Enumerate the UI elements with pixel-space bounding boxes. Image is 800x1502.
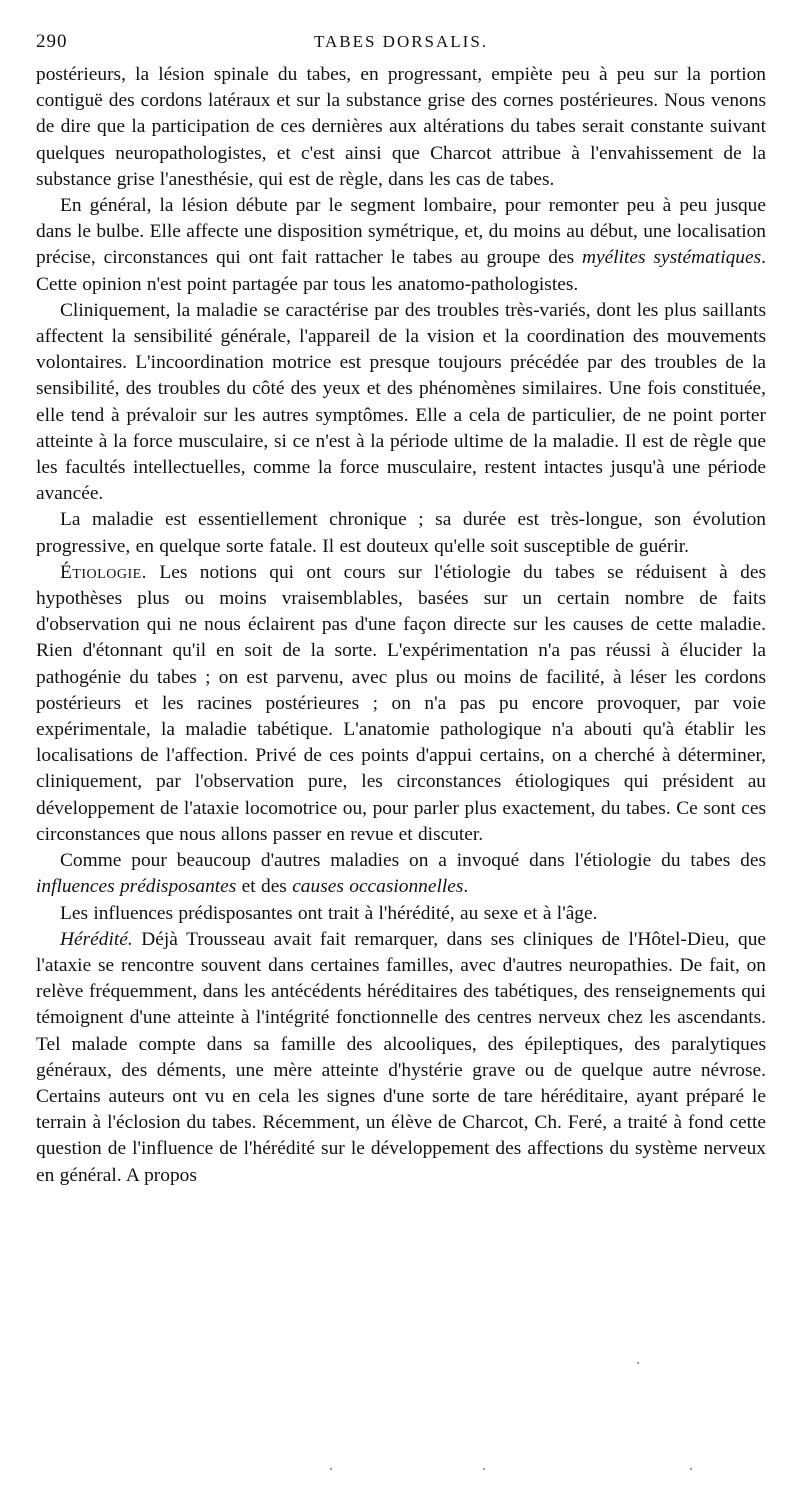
paragraph [36, 298, 766, 508]
scan-speck [690, 1468, 692, 1470]
text-run: postérieurs, la lésion spinale du tabes, en progressant, empiète peu à peu sur la portion contiguë des cordons latéraux et sur la substance grise des cornes postérieures. Nous venons de dire que la participation de ces dernières aux altérations du tabes serait constante suivant quelques neuropathologistes, et c'est ainsi que Charcot attribue à l'envahissement de la substance grise l'anesthésie, qui est de règle, dans les cas de tabes. [36, 64, 766, 190]
scan-speck [637, 1362, 639, 1364]
italic-phrase: Hérédité. [60, 928, 133, 950]
paragraph [36, 927, 766, 1189]
italic-phrase: influences prédisposantes [36, 876, 237, 898]
paragraph [36, 848, 766, 900]
text-run: Les notions qui ont cours sur l'étiologie du tabes se réduisent à des hypothèses plus ou moins vraisemblables, basées sur un certain nombre de faits d'observation qui ne nous éclairent pas d'une façon directe sur les causes de cette maladie. Rien d'étonnant qu'il en soit de la sorte. L'expérimentation n'a pas réussi à élucider la pathogénie du tabes ; on est parvenu, avec plus ou moins de facilité, à léser les cordons postérieurs et les racines postérieures ; on n'a pas pu encore provoquer, par voie expérimentale, la maladie tabétique. L'anatomie pathologique n'a abouti qu'à établir les localisations de l'affection. Privé de ces points d'appui certains, on a cherché à déterminer, cliniquement, par l'observation pure, les circonstances étiologiques qui président au développement de l'ataxie locomotrice ou, pour parler plus exactement, du tabes. Ce sont ces circonstances que nous allons passer en revue et discuter. [36, 561, 766, 845]
text-run: et des [236, 876, 293, 898]
paragraph [36, 62, 766, 193]
paragraph [36, 507, 766, 559]
text-run: Comme pour beaucoup d'autres maladies on a invoqué dans l'étiologie du tabes des [60, 850, 766, 872]
text-run: Les influences prédisposantes ont trait à l'hérédité, au sexe et à l'âge. [60, 902, 598, 924]
scan-speck [330, 1468, 332, 1470]
running-title: TABES DORSALIS. [313, 32, 489, 51]
book-page [36, 30, 766, 1189]
text-run: Déjà Trousseau avait fait remarquer, dans ses cliniques de l'Hôtel-Dieu, que l'ataxie se rencontre souvent dans certaines familles, avec d'autres neuropathies. De fait, on relève fréquemment, dans les antécédents héréditaires des tabétiques, des renseignements qui témoignent d'une atteinte à l'intégrité fonctionnelle des centres nerveux chez les ascendants. Tel malade compte dans sa famille des alcooliques, des épileptiques, des paralytiques généraux, des déments, une mère atteinte d'hystérie grave ou de quelque autre névrose. Certains auteurs ont vu en cela les signes d'une sorte de tare héréditaire, ayant préparé le terrain à l'éclosion du tabes. Récemment, un élève de Charcot, Ch. Feré, a traité à fond cette question de l'influence de l'hérédité sur le développement des affections du système nerveux en général. A propos [36, 928, 766, 1186]
text-run: En général, la lésion débute par le segment lombaire, pour remonter peu à peu jusque dans le bulbe. Elle affecte une disposition symétrique, et, du moins au début, une localisation précise, circonstances qui ont fait rattacher le tabes au groupe des [36, 195, 766, 269]
paragraph [36, 193, 766, 298]
italic-phrase: causes occasionnelles [292, 876, 464, 898]
paragraph [36, 560, 766, 848]
italic-phrase: myélites systématiques [582, 247, 762, 269]
text-run: La maladie est essentiellement chronique ; sa durée est très-longue, son évolution progressive, en quelque sorte fatale. Il est douteux qu'elle soit susceptible de guérir. [36, 509, 766, 557]
page-header [36, 30, 766, 54]
page-number: 290 [36, 31, 68, 52]
text-run: . [463, 876, 469, 898]
scan-speck [483, 1468, 485, 1470]
text-run: Cliniquement, la maladie se caractérise par des troubles très-variés, dont les plus saillants affectent la sensibilité générale, l'appareil de la vision et la coordination des mouvements volontaires. L'incoordination motrice est presque toujours précédée par des troubles de la sensibilité, des troubles du côté des yeux et des phénomènes similaires. Une fois constituée, elle tend à prévaloir sur les autres symptômes. Elle a cela de particulier, de ne point porter atteinte à la force musculaire, si ce n'est à la période ultime de la maladie. Il est de règle que les facultés intellectuelles, comme la force musculaire, restent intactes jusqu'à une période avancée. [36, 299, 766, 505]
text-run: . Cette opinion n'est point partagée par tous les anatomo-pathologistes. [36, 247, 766, 295]
body-text [36, 62, 766, 1189]
section-heading: Étiologie. [60, 561, 148, 583]
paragraph [36, 901, 766, 927]
